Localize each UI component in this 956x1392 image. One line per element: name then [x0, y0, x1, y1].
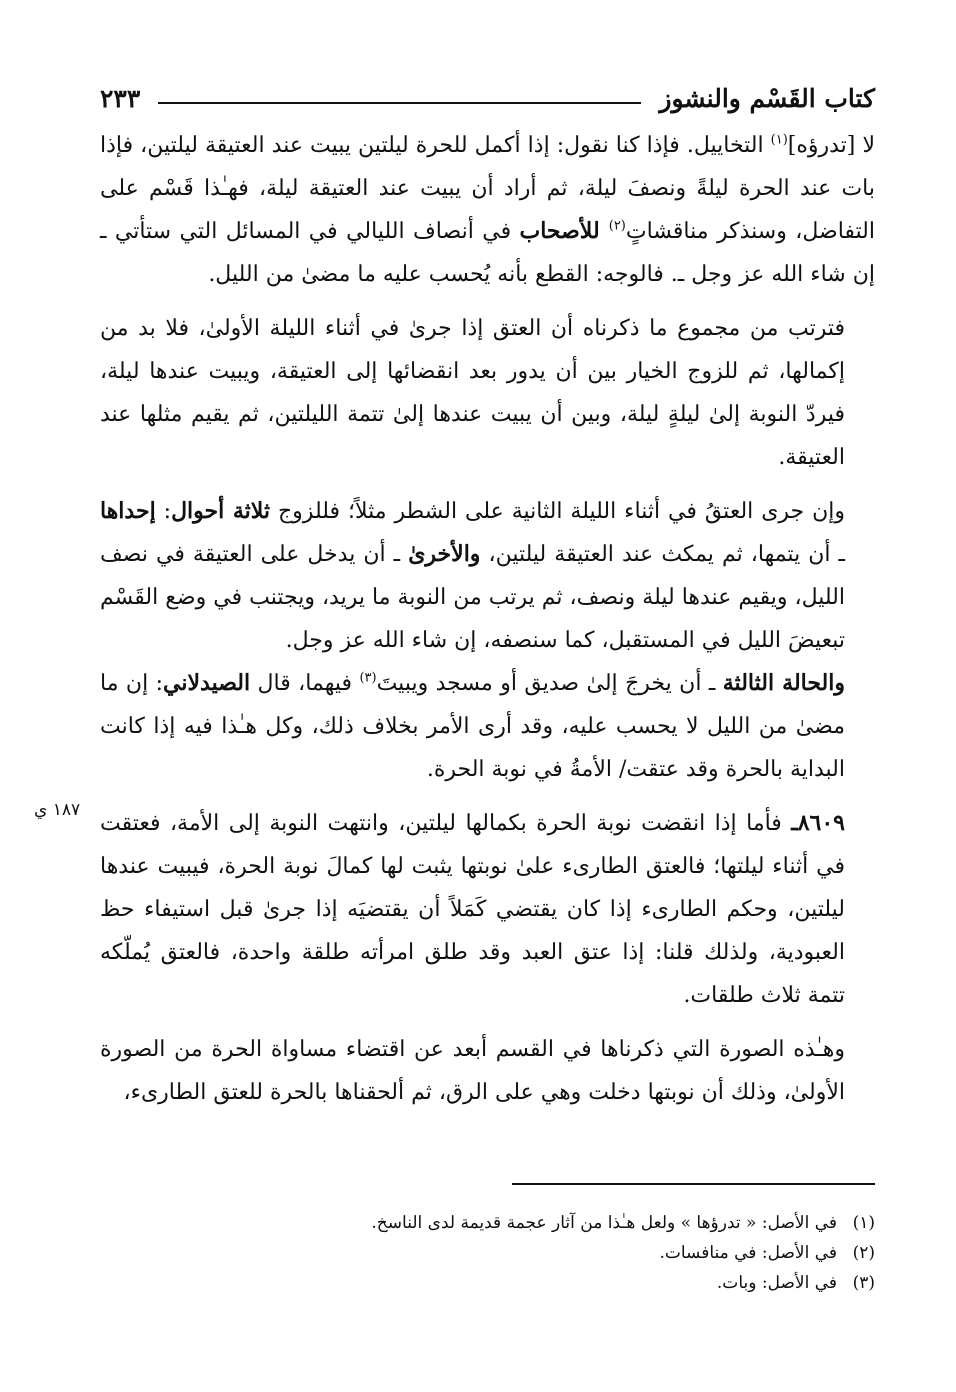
bold-term: والحالة الثالثة	[722, 670, 845, 696]
footnote-ref-2: (٢)	[608, 218, 626, 234]
running-header	[100, 78, 875, 118]
book-title: كتاب القَسْم والنشوز	[659, 83, 875, 113]
text-segment: فأما إذا انقضت نوبة الحرة بكمالها ليلتين، وانتهت النوبة إلى الأمة، فعتقت في أثناء ليلتها؛ فالعتق الطارىء علىٰ نوبتها يثبت لها كمالَ نوبة الحرة، فيبيت عندها ليلتين، وحكم الطارىء إذا كان يقتضي كَمَلاً أن يقتضيَه إذا جرىٰ قبل استيفاء حظ العبودية، ولذلك قلنا: إذا عتق العبد وقد طلق امرأته طلقة واحدة، فالعتق يُملّكه تتمة ثلاث طلقات.	[100, 811, 845, 1008]
footnote-separator	[512, 1183, 875, 1185]
text-segment: فيهما، قال	[250, 671, 360, 696]
bold-term: ثلاثة أحوال	[171, 498, 271, 524]
footnote-ref-1: (١)	[770, 132, 788, 148]
paragraph-5	[100, 802, 875, 1017]
paragraph-2: فترتب من مجموع ما ذكرناه أن العتق إذا جرىٰ في أثناء الليلة الأولىٰ، فلا بد من إكمالها، ثم للزوج الخيار بين أن يدور بعد انقضائها إلى العتيقة، ويبيت عندها ليلة، فيردّ النوبة إلىٰ ليلةٍ ليلة، وبين أن يبيت عندها إلىٰ تتمة الليلتين، ثم يقيم مثلها عند العتيقة.	[100, 316, 845, 470]
bold-term: الصيدلاني	[163, 670, 251, 696]
header-rule	[158, 102, 641, 104]
footnote-text: في الأصل: « تدرؤها » ولعل هـٰذا من آثار عجمة قديمة لدى الناسخ.	[371, 1213, 837, 1233]
footnote-2	[300, 1238, 875, 1268]
text-segment: لا [تدرؤه]	[787, 133, 875, 158]
paragraph-3	[100, 490, 875, 662]
text-segment: التخاييل. فإذا كنا نقول: إذا أكمل للحرة ليلتين يبيت عند العتيقة ليلتين، فإذا بات عند الحرة ليلةً ونصفَ ليلة، ثم أراد أن يبيت عند العتيقة ليلة، فهـٰذا قَسْم على التفاضل، وسنذكر مناقشاتٍ	[100, 133, 875, 244]
footnotes	[300, 1208, 875, 1298]
bold-term: إحداها	[100, 498, 156, 524]
bold-term: والأخرىٰ	[408, 541, 481, 567]
footnote-ref-3: (٣)	[359, 670, 377, 686]
margin-note: ١٨٧ ي	[34, 800, 81, 820]
paragraph-1	[100, 124, 875, 296]
text-segment: :	[155, 499, 172, 524]
footnote-text: في الأصل: وبات.	[716, 1273, 837, 1293]
bold-term: للأصحاب	[519, 218, 609, 244]
text-segment: ـ أن يدخل على العتيقة في نصف الليل، ويقيم عندها ليلة ونصف، ثم يرتب من النوبة ما يريد، ويجتنب في وضع القَسْم تبعيضَ الليل في المستقبل، كما سنصفه، إن شاء الله عز وجل.	[100, 542, 845, 653]
text-segment: ـ أن يخرجَ إلىٰ صديق أو مسجد ويبيتَ	[376, 671, 723, 696]
footnote-1	[300, 1208, 875, 1238]
text-segment: ـ أن يتمها، ثم يمكث عند العتيقة ليلتين،	[480, 542, 845, 567]
main-text	[100, 124, 875, 1114]
footnote-number: (٢)	[852, 1243, 875, 1263]
text-segment: في أنصاف الليالي في المسائل التي ستأتي ـ إن شاء الله عز وجل ـ. فالوجه: القطع بأنه يُحسب عليه ما مضىٰ من الليل.	[100, 219, 875, 287]
paragraph-4	[100, 662, 875, 791]
footnote-text: في الأصل: في منافسات.	[659, 1243, 837, 1263]
page-number: ٢٣٣	[100, 83, 141, 113]
footnote-number: (١)	[852, 1213, 875, 1233]
paragraph-6: وهـٰذه الصورة التي ذكرناها في القسم أبعد عن اقتضاء مساواة الحرة من الصورة الأولىٰ، وذلك أن نوبتها دخلت وهي على الرق، ثم ألحقناها بالحرة للعتق الطارىء،	[100, 1037, 845, 1105]
footnote-3	[300, 1268, 875, 1298]
footnote-number: (٣)	[852, 1273, 875, 1293]
text-segment: : إن ما مضىٰ من الليل لا يحسب عليه، وقد أرى الأمر بخلاف ذلك، وكل هـٰذا فيه إذا كانت البداية بالحرة وقد عتقت/ الأمةُ في نوبة الحرة.	[100, 671, 845, 782]
text-segment: وإن جرى العتقُ في أثناء الليلة الثانية على الشطر مثلاً؛ فللزوج	[270, 499, 846, 524]
paragraph-number: ٨٦٠٩ـ	[791, 810, 845, 836]
